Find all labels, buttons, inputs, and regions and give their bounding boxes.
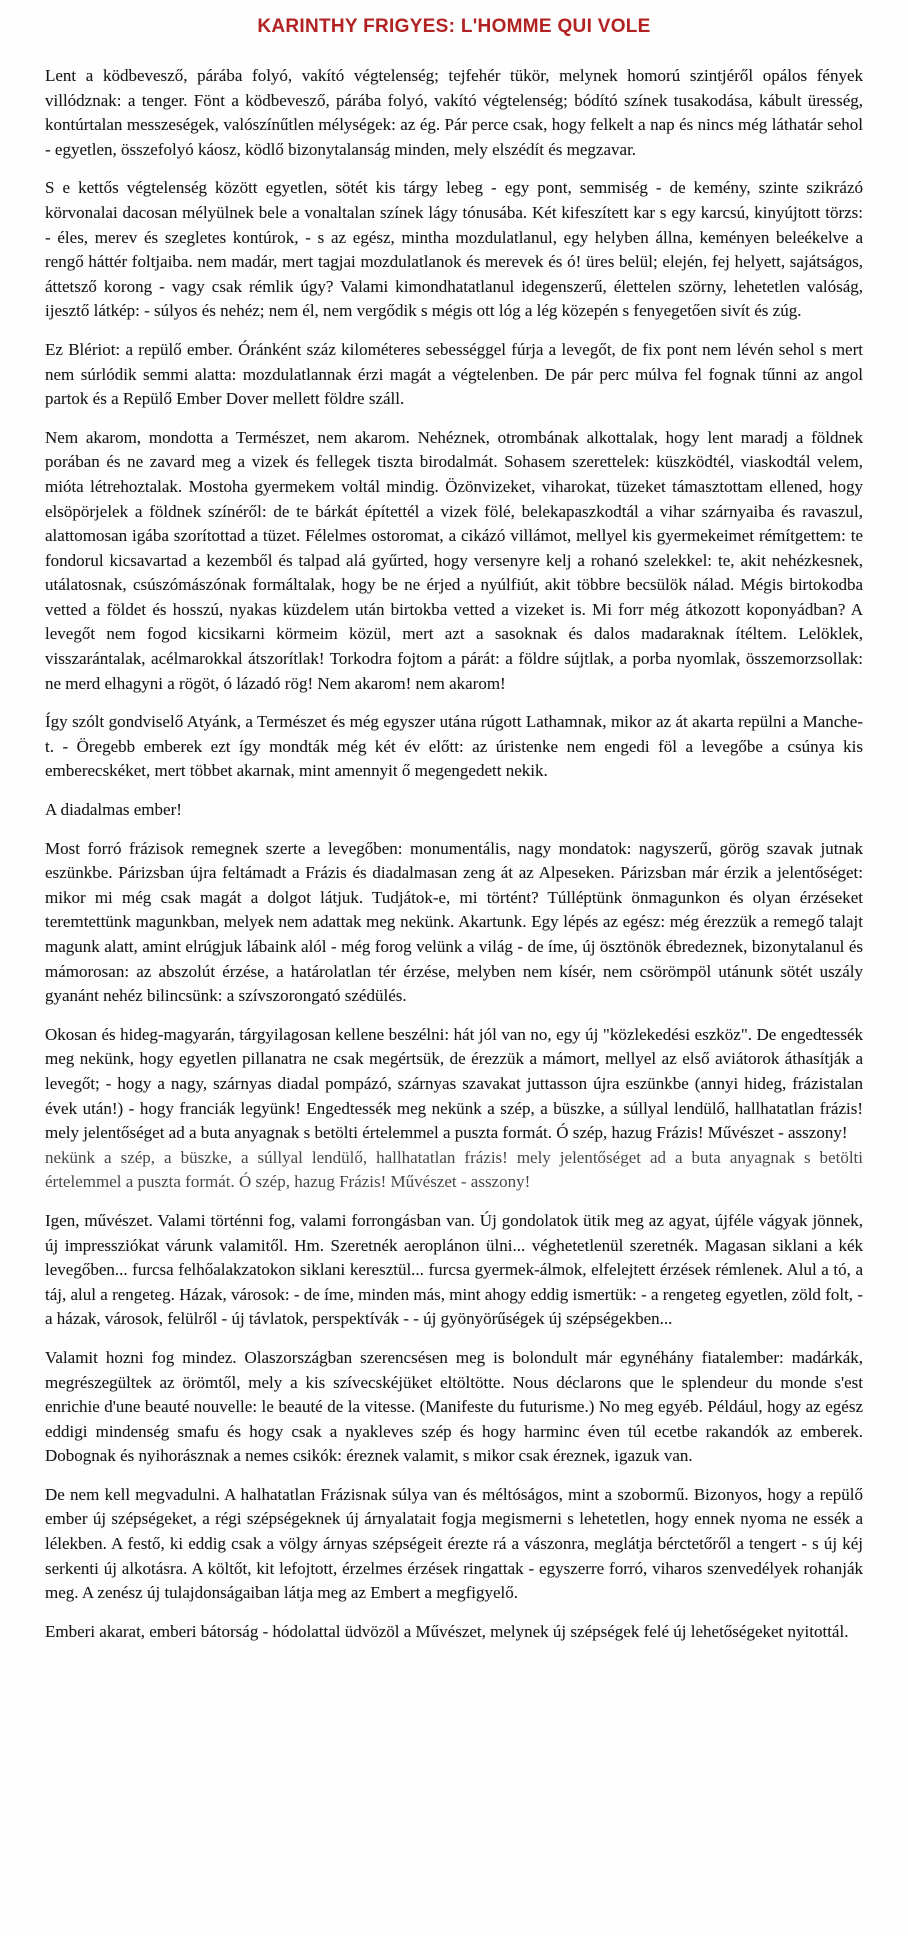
paragraph: Emberi akarat, emberi bátorság - hódolattal üdvözöl a Művészet, melynek új szépségek felé új lehetőségeket nyitottál. (45, 1621, 849, 1641)
paragraph: Most forró frázisok remegnek szerte a levegőben: monumentális, nagy mondatok: nagyszerű, görög szavak jutnak eszünkbe. Párizsban újra feltámadt a Frázis és diadalmasan zeng át az Alpeseken. Párizsban már érzik a jelentőséget: mikor mi még csak magát a dolgot látjuk. Tudjátok-e, mi történt? Túlléptünk önmagunkon és olyan érzéseket teremtettünk magunkban, melyek nem adattak meg nekünk. Akartunk. Egy lépés az egész: még érezzük a remegő talajt magunk alatt, amint elrúgjuk lábaink alól - még forog velünk a világ - de íme, új ösztönök ébredeznek, bizonytalanul és mámorosan: az abszolút érzése, a határolatlan tér érzése, melyben nem kísér, nem csörömpöl utánunk sötét uszály gyanánt nehéz bilincsünk: a szívszorongató szédülés. (45, 838, 863, 1006)
article-body (45, 64, 863, 1644)
paragraph: Okosan és hideg-magyarán, tárgyilagosan kellene beszélni: hát jól van no, egy új "közlekedési eszköz". De engedtessék meg nekünk, hogy egyetlen pillanatra ne csak megértsük, de érezzük a mámort, mellyel az első aviátorok áthasítják a levegőt; - hogy a nagy, szárnyas diadal pompázó, szárnyas szavakat juttasson újra eszünkbe (annyi hideg, frázistalan évek után!) - hogy franciák legyünk! Engedtessék meg nekünk a szép, a büszke, a súllyal lendülő, hallhatatlan frázis! mely jelentőséget ad a buta anyagnak s betölti értelemmel a puszta formát. Ó szép, hazug Frázis! Művészet - asszony! (45, 1024, 863, 1143)
paragraph: S e kettős végtelenség között egyetlen, sötét kis tárgy lebeg - egy pont, semmiség - de kemény, szinte szikrázó körvonalai dacosan mélyülnek bele a vonaltalan színek lágy tónusába. Két kifeszített kar s egy karcsú, kinyújtott törzs: - éles, merev és szegletes kontúrok, - s az egész, mintha mozdulatlanul, egy helyben állna, keményen beleékelve a rengő háttér foltjaiba. nem madár, mert tagjai mozdulatlanok és merevek és ó! üres belül; elején, fej helyett, sajátságos, áttetsző korong - vagy csak rémlik úgy? Valami kimondhatatlanul idegenszerű, élettelen szörny, lehetetlen valóság, ijesztő látkép: - súlyos és nehéz; nem él, nem vergődik s mégis ott lóg a lég közepén s fenyegetően sivít és zúg. (45, 178, 863, 321)
paragraph: Nem akarom, mondotta a Természet, nem akarom. Nehéznek, otrombának alkottalak, hogy lent maradj a földnek porában és ne zavard meg a vizek és fellegek tiszta birodalmát. Sohasem szerettelek: küszködtél, viaskodtál velem, mióta létrehoztalak. Mostoha gyermekem voltál mindig. Özönvizeket, viharokat, tüzeket támasztottam ellened, hogy elsöpörjelek a földnek színéről: de te bárkát építettél a vizek fölé, belekapaszkodtál a vihar szárnyaiba és ravaszul, alattomosan igába szorítottad a tüzet. Félelmes ostoromat, a cikázó villámot, mellyel kis gyermekeimet rémítgettem: te fondorul kicsavartad a kezemből és talpad alá gyűrted, hogy versenyre kelj a rohanó szelekkel: te, akit nehézkesnek, utálatosnak, csúszómászónak formáltalak, hogy be ne érjed a nyúlfiút, akit többre becsülök nálad. Mégis birtokodba vetted a földet és hosszú, nyakas küzdelem után birtokba vetted a vizeket is. Mi forr még átkozott koponyádban? A levegőt nem fogod kicsikarni körmeim közül, mert azt a sasoknak és dalos madaraknak ítéltem. Lelöklek, visszarántalak, acélmarokkal átszorítlak! Torkodra fojtom a párát: a földre sújtlak, a porba nyomlak, összemorzsollak: ne merd elhagyni a rögöt, ó lázadó rög! Nem akarom! nem akarom! (45, 427, 863, 693)
paragraph: De nem kell megvadulni. A halhatatlan Frázisnak súlya van és méltóságos, mint a szobormű. Bizonyos, hogy a repülő ember új szépségeket, a régi szépségeknek új árnyalatait fogja megismerni s lehetetlen, hogy ennek nyoma ne essék a lélekben. A festő, ki eddig csak a völgy árnyas szépségeit érezte rá a vászonra, meglátja bérctetőről a tengert - s új kéj serkenti új alkotásra. A költőt, kit lefojtott, érzelmes érzések ringattak - egyszerre forró, viharos szenvedélyek rohanják meg. A zenész új tulajdonságaiban látja meg az Embert a megfigyelő. (45, 1484, 863, 1603)
paragraph: Valamit hozni fog mindez. Olaszországban szerencsésen meg is bolondult már egynéhány fiatalember: madárkák, megrészegültek az örömtől, mely a kis szívecskéjüket eltöltötte. Nous déclarons que le splendeur du monde s'est enrichie d'une beauté nouvelle: le beauté de la vitesse. (Manifeste du futurisme.) No meg egyéb. Például, hogy az egész eddigi mindenség smafu és hogy csak a nyakleves szép és hogy harminc éven túl ecetbe rakandók az emberek. Dobognak és nyihorásznak a nemes csikók: éreznek valamit, s mikor csak éreznek, igazuk van. (45, 1347, 863, 1466)
page-title: KARINTHY FRIGYES: L'HOMME QUI VOLE (257, 16, 651, 37)
paragraph-echo: nekünk a szép, a büszke, a súllyal lendülő, hallhatatlan frázis! mely jelentőséget ad a buta anyagnak s betölti értelemmel a puszta formát. Ó szép, hazug Frázis! Művészet - asszony! (45, 1147, 863, 1192)
paragraph: Ez Blériot: a repülő ember. Óránként száz kilométeres sebességgel fúrja a levegőt, de fix pont nem lévén sehol s mert nem súrlódik semmi alatta: mozdulatlannak érzi magát a végtelenben. De pár perc múlva fel fognak tűnni az angol partok és a Repülő Ember Dover mellett földre száll. (45, 339, 863, 409)
paragraph: Így szólt gondviselő Atyánk, a Természet és még egyszer utána rúgott Lathamnak, mikor az át akarta repülni a Manche-t. - Öregebb emberek ezt így mondták még két év előtt: az úristenke nem engedi föl a levegőbe a csúnya kis emberecskéket, mert többet akarnak, mint amennyit ő megengedett nekik. (45, 712, 863, 781)
paragraph: Igen, művészet. Valami történni fog, valami forrongásban van. Új gondolatok ütik meg az agyat, újféle vágyak jönnek, új impressziókat várunk valamitől. Hm. Szeretnék aeroplánon ülni... véghetetlenül szeretnék. Magasan siklani a kék levegőben... furcsa felhőalakzatokon siklani keresztül... furcsa gyermek-álmok, elfelejtett érzések rémlenek. Alul a tó, a táj, alul a rengeteg. Házak, városok: - de íme, minden más, mint ahogy eddig ismertük: - a rengeteg egyetlen, zöld folt, - a házak, városok, felülről - új távlatok, perspektívák - - új gyönyörűségek új szépségekben... (45, 1210, 863, 1329)
paragraph: A diadalmas ember! (45, 800, 182, 820)
paragraph: Lent a ködbevesző, párába folyó, vakító végtelenség; tejfehér tükör, melynek homorú szintjéről opálos fények villódznak: a tenger. Fönt a ködbevesző, párába folyó, vakító végtelenség; bódító színek tusakodása, kábult üresség, kontúrtalan messzeségek, valószínűtlen mélységek: az ég. Pár perce csak, hogy felkelt a nap és nincs még láthatár sehol - egyetlen, összefolyó káosz, ködlő bizonytalanság minden, mely elszédít és megzavar. (45, 66, 863, 159)
